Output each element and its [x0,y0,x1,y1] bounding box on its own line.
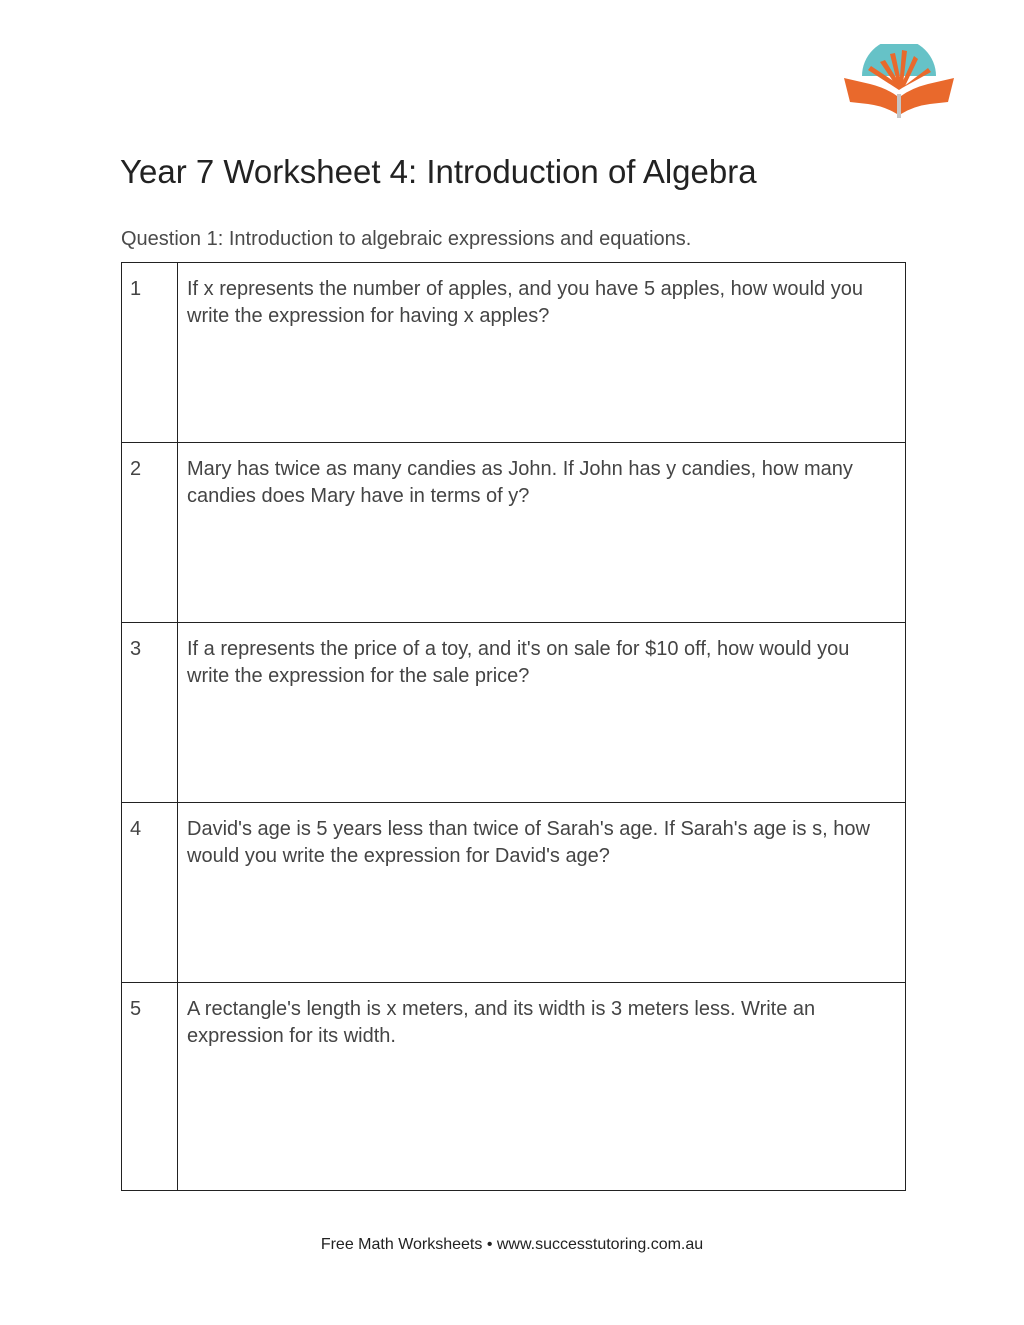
worksheet-title: Year 7 Worksheet 4: Introduction of Algebra [120,153,757,190]
footer-text: Free Math Worksheets • www.successtutoring.com.au [320,1236,704,1253]
question-heading: Question 1: Introduction to algebraic expressions and equations. [121,228,692,250]
question-text: David's age is 5 years less than twice of Sarah's age. If Sarah's age is s, how would you write the expression for David's age? [178,803,906,983]
question-number: 4 [122,803,178,983]
question-number: 3 [122,623,178,803]
questions-table [121,262,906,1191]
table-row [122,803,906,983]
question-text: If x represents the number of apples, and you have 5 apples, how would you write the expression for having x apples? [178,263,906,443]
table-row [122,623,906,803]
book-logo-icon [840,44,958,120]
table-row [122,983,906,1191]
question-number: 1 [122,263,178,443]
table-row [122,263,906,443]
question-number: 2 [122,443,178,623]
question-text: Mary has twice as many candies as John. If John has y candies, how many candies does Mary have in terms of y? [178,443,906,623]
question-text: A rectangle's length is x meters, and its width is 3 meters less. Write an expression for its width. [178,983,906,1191]
question-text: If a represents the price of a toy, and it's on sale for $10 off, how would you write the expression for the sale price? [178,623,906,803]
table-row [122,443,906,623]
question-number: 5 [122,983,178,1191]
